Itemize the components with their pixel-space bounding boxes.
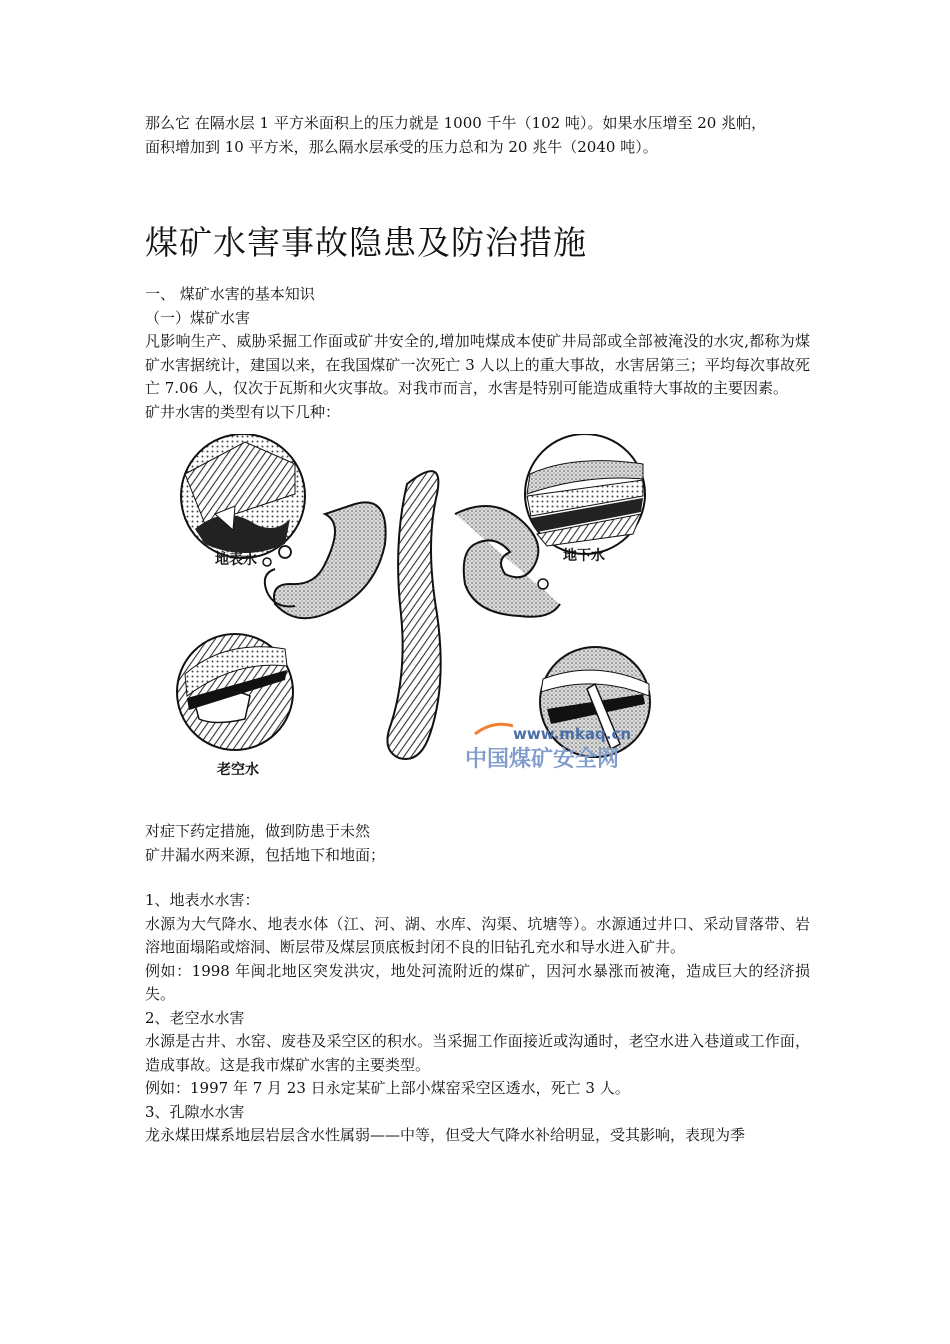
- site-watermark: [465, 724, 631, 772]
- item-1-example: 例如：1998 年闽北地区突发洪灾，地处河流附近的煤矿，因河水暴涨而被淹，造成巨大的经济损失。: [145, 961, 810, 1003]
- item-3-heading: 3、孔隙水水害: [145, 1102, 245, 1121]
- types-intro: 矿井水害的类型有以下几种：: [145, 402, 341, 421]
- label-underground-water: 地下水: [563, 548, 605, 564]
- item-1-paragraph: 水源为大气降水、地表水体（江、河、湖、水库、沟渠、坑塘等）。水源通过井口、采动冒落带、岩溶地面塌陷或熔洞、断层带及煤层顶底板封闭不良的旧钻孔充水和导水进入矿井。: [145, 914, 810, 956]
- body-paragraph: 凡影响生产、威胁采掘工作面或矿井安全的,增加吨煤成本使矿井局部或全部被淹没的水灾,都称为煤矿水害据统计，建国以来，在我国煤矿一次死亡 3 人以上的重大事故，水害居第三；平均每次事故死亡 7.06 人，仅次于瓦斯和火灾事故。对我市而言，水害是特别可能造成重特大事故的主要因素。: [145, 332, 810, 397]
- after-figure-line-2: 矿井漏水两来源，包括地下和地面；: [145, 845, 386, 864]
- mine-water-types-figure: [175, 434, 655, 802]
- watermark-url: www.mkaq.cn: [513, 725, 632, 743]
- document-title: 煤矿水害事故隐患及防治措施: [145, 223, 587, 262]
- goaf-water-scene: [177, 634, 293, 750]
- item-1-heading: 1、地表水水害：: [145, 891, 260, 909]
- watermark-site-name: 中国煤矿安全网: [465, 747, 620, 772]
- after-figure-line-1: 对症下药定措施，做到防患于未然: [145, 822, 371, 840]
- subsection-heading: （一）煤矿水害: [145, 308, 251, 327]
- intro-line-2: 面积增加到 10 平方米，那么隔水层承受的压力总和为 20 兆牛（2040 吨）。: [145, 137, 658, 156]
- document-page: [145, 112, 810, 1148]
- underground-water-scene: [525, 434, 645, 554]
- water-character-illustration: [175, 434, 655, 802]
- label-goaf-water: 老空水: [217, 762, 259, 778]
- intro-line-1: 那么它 在隔水层 1 平方米面积上的压力就是 1000 千牛（102 吨）。如果水压增至 20 兆帕，: [145, 114, 767, 132]
- item-2-example: 例如：1997 年 7 月 23 日永定某矿上部小煤窑采空区透水，死亡 3 人。: [145, 1079, 630, 1097]
- item-3-paragraph: 龙永煤田煤系地层岩层含水性属弱——中等，但受大气降水补给明显，受其影响，表现为季: [145, 1126, 746, 1144]
- section-heading: 一、 煤矿水害的基本知识: [145, 285, 315, 303]
- item-2-heading: 2、老空水水害: [145, 1008, 245, 1027]
- surface-water-scene: [181, 434, 305, 558]
- label-surface-water: 地表水: [215, 552, 257, 568]
- item-2-paragraph: 水源是古井、水窑、废巷及采空区的积水。当采掘工作面接近或沟通时，老空水进入巷道或工作面，造成事故。这是我市煤矿水害的主要类型。: [145, 1032, 810, 1074]
- water-character-swirl: [263, 471, 560, 759]
